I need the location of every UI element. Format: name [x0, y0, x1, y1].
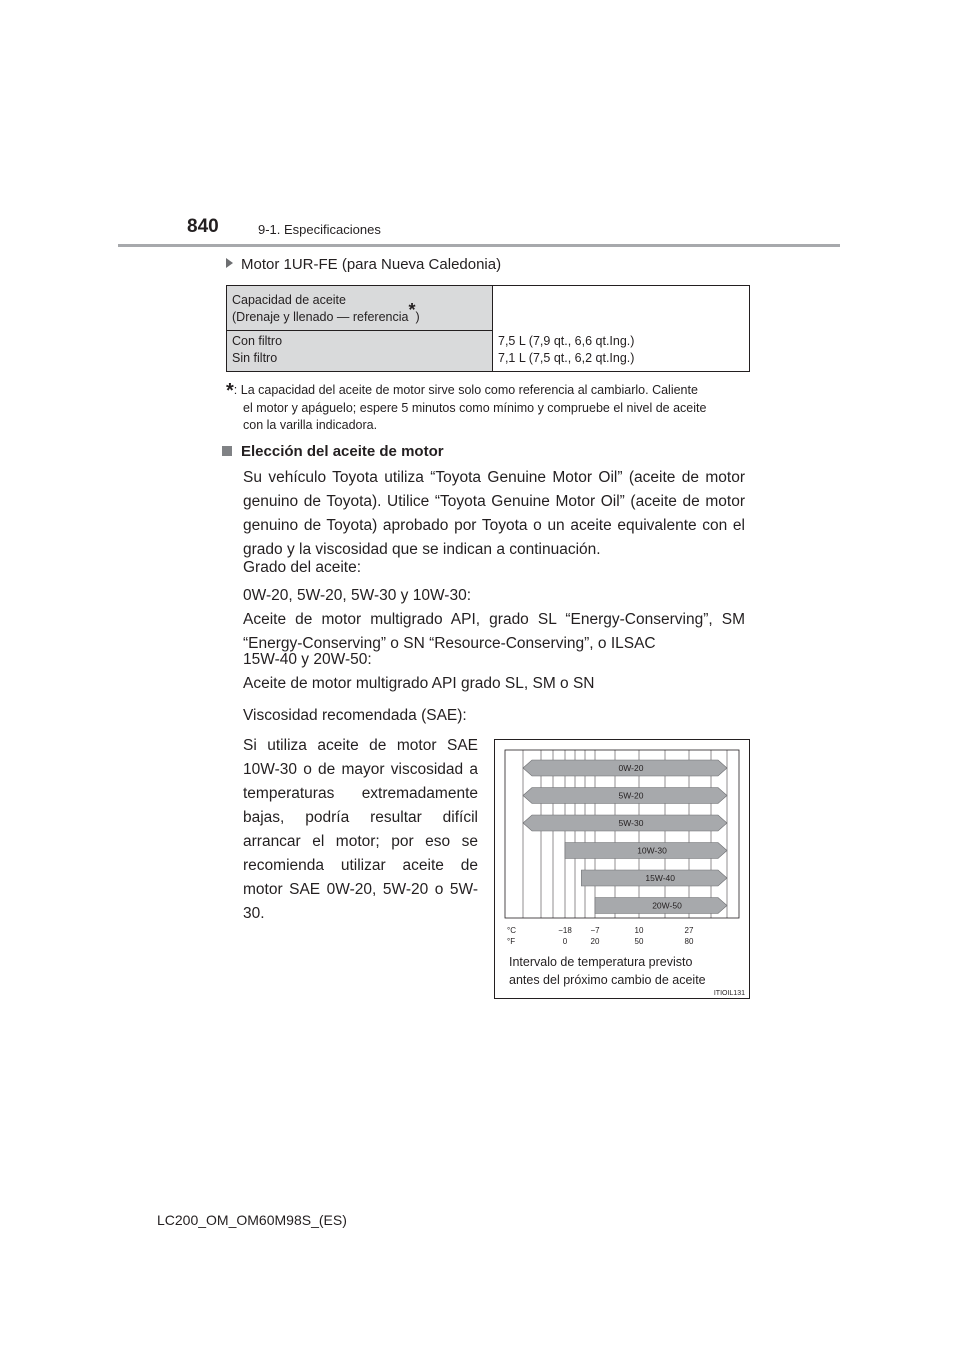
capacity-header-line1: Capacidad de aceite [232, 293, 346, 307]
viscosity-bar-label: 10W-30 [637, 845, 667, 856]
grade-group-2 [243, 648, 745, 696]
capacity-footnote [226, 382, 746, 434]
viscosity-bar-label: 15W-40 [645, 873, 675, 883]
footnote-star: * [226, 380, 234, 402]
figure-code: ITIOIL131 [713, 990, 745, 997]
capacity-with-filter-value: 7,5 L (7,9 qt., 6,6 qt.Ing.) [498, 334, 635, 348]
viscosity-bar-label: 20W-50 [652, 900, 682, 911]
viscosity-bar-label: 5W-20 [618, 790, 644, 801]
grade-label: Grado del aceite: [243, 559, 362, 576]
page-number: 840 [187, 216, 219, 237]
oil-selection-heading-text: Elección del aceite de motor [241, 443, 444, 460]
document-id: LC200_OM_OM60M98S_(ES) [157, 1212, 347, 1228]
celsius-tick-label: −7 [590, 926, 600, 935]
capacity-without-filter-value: 7,1 L (7,5 qt., 6,2 qt.Ing.) [498, 351, 635, 365]
capacity-without-filter-label: Sin filtro [232, 351, 278, 365]
celsius-tick-label: −18 [558, 926, 572, 935]
fahrenheit-unit-label: °F [507, 937, 516, 946]
grade-group-2-text: Aceite de motor multigrado API grado SL, SM o SN [243, 675, 595, 692]
footnote-text-2: el motor y apáguelo; espere 5 minutos como mínimo y compruebe el nivel de aceite [243, 401, 707, 415]
oil-selection-heading [222, 443, 444, 460]
grade-group-2-title: 15W-40 y 20W-50: [243, 651, 372, 668]
intro-paragraph: Su vehículo Toyota utiliza “Toyota Genuine Motor Oil” (aceite de motor genuino de Toyota). Utilice “Toyota Genuine Motor Oil” (aceite de motor genuino de Toyota) aprobado por Toyota o un aceite equivalente con el grado y la viscosidad que se indican a continuación. [243, 469, 745, 558]
viscosity-bar-label: 5W-30 [618, 818, 644, 828]
grade-group-1-title: 0W-20, 5W-20, 5W-30 y 10W-30: [243, 587, 472, 604]
engine-subheading [226, 256, 501, 273]
footnote-text-1: : La capacidad del aceite de motor sirve solo como referencia al cambiarlo. Caliente [233, 383, 698, 397]
square-bullet-icon [222, 446, 232, 456]
footnote-text-3: con la varilla indicadora. [243, 418, 378, 432]
triangle-bullet-icon [226, 258, 233, 268]
engine-subheading-text: Motor 1UR-FE (para Nueva Caledonia) [241, 256, 502, 273]
viscosity-label: Viscosidad recomendada (SAE): [243, 707, 467, 724]
fahrenheit-tick-label: 20 [590, 937, 600, 946]
chart-caption-line2: antes del próximo cambio de aceite [509, 973, 706, 987]
section-title: 9-1. Especificaciones [258, 222, 381, 237]
viscosity-chart [494, 739, 750, 999]
capacity-header-line2: (Drenaje y llenado — referencia [232, 310, 409, 324]
celsius-tick-label: 10 [634, 926, 644, 935]
grade-group-1 [243, 584, 745, 656]
table-value-cell [493, 286, 750, 372]
oil-capacity-table [226, 285, 750, 372]
celsius-tick-label: 27 [684, 926, 694, 935]
header-divider [118, 244, 840, 247]
low-temperature-warning: Si utiliza aceite de motor SAE 10W-30 o de mayor viscosidad a temperaturas extremadamente bajas, podría resultar difícil arrancar el motor; por eso se recomienda utilizar aceite de motor SAE 0W-20, 5W-20 o 5W-30. [243, 737, 478, 922]
capacity-header-star: * [408, 299, 416, 320]
fahrenheit-tick-label: 80 [684, 937, 694, 946]
viscosity-bar-label: 0W-20 [618, 763, 644, 773]
chart-caption-line1: Intervalo de temperatura previsto [509, 955, 693, 969]
capacity-with-filter-label: Con filtro [232, 334, 283, 348]
table-header-cell [227, 286, 493, 331]
celsius-unit-label: °C [507, 926, 516, 935]
viscosity-chart-svg [495, 740, 749, 998]
fahrenheit-tick-label: 50 [634, 937, 644, 946]
table-row [227, 286, 750, 331]
capacity-header-close: ) [415, 310, 420, 324]
fahrenheit-tick-label: 0 [562, 937, 568, 946]
grade-group-1-text: Aceite de motor multigrado API, grado SL “Energy-Conserving”, SM “Energy-Conserving” o SN “Resource-Conserving”, o ILSAC [243, 611, 745, 652]
table-label-cell [227, 331, 493, 372]
